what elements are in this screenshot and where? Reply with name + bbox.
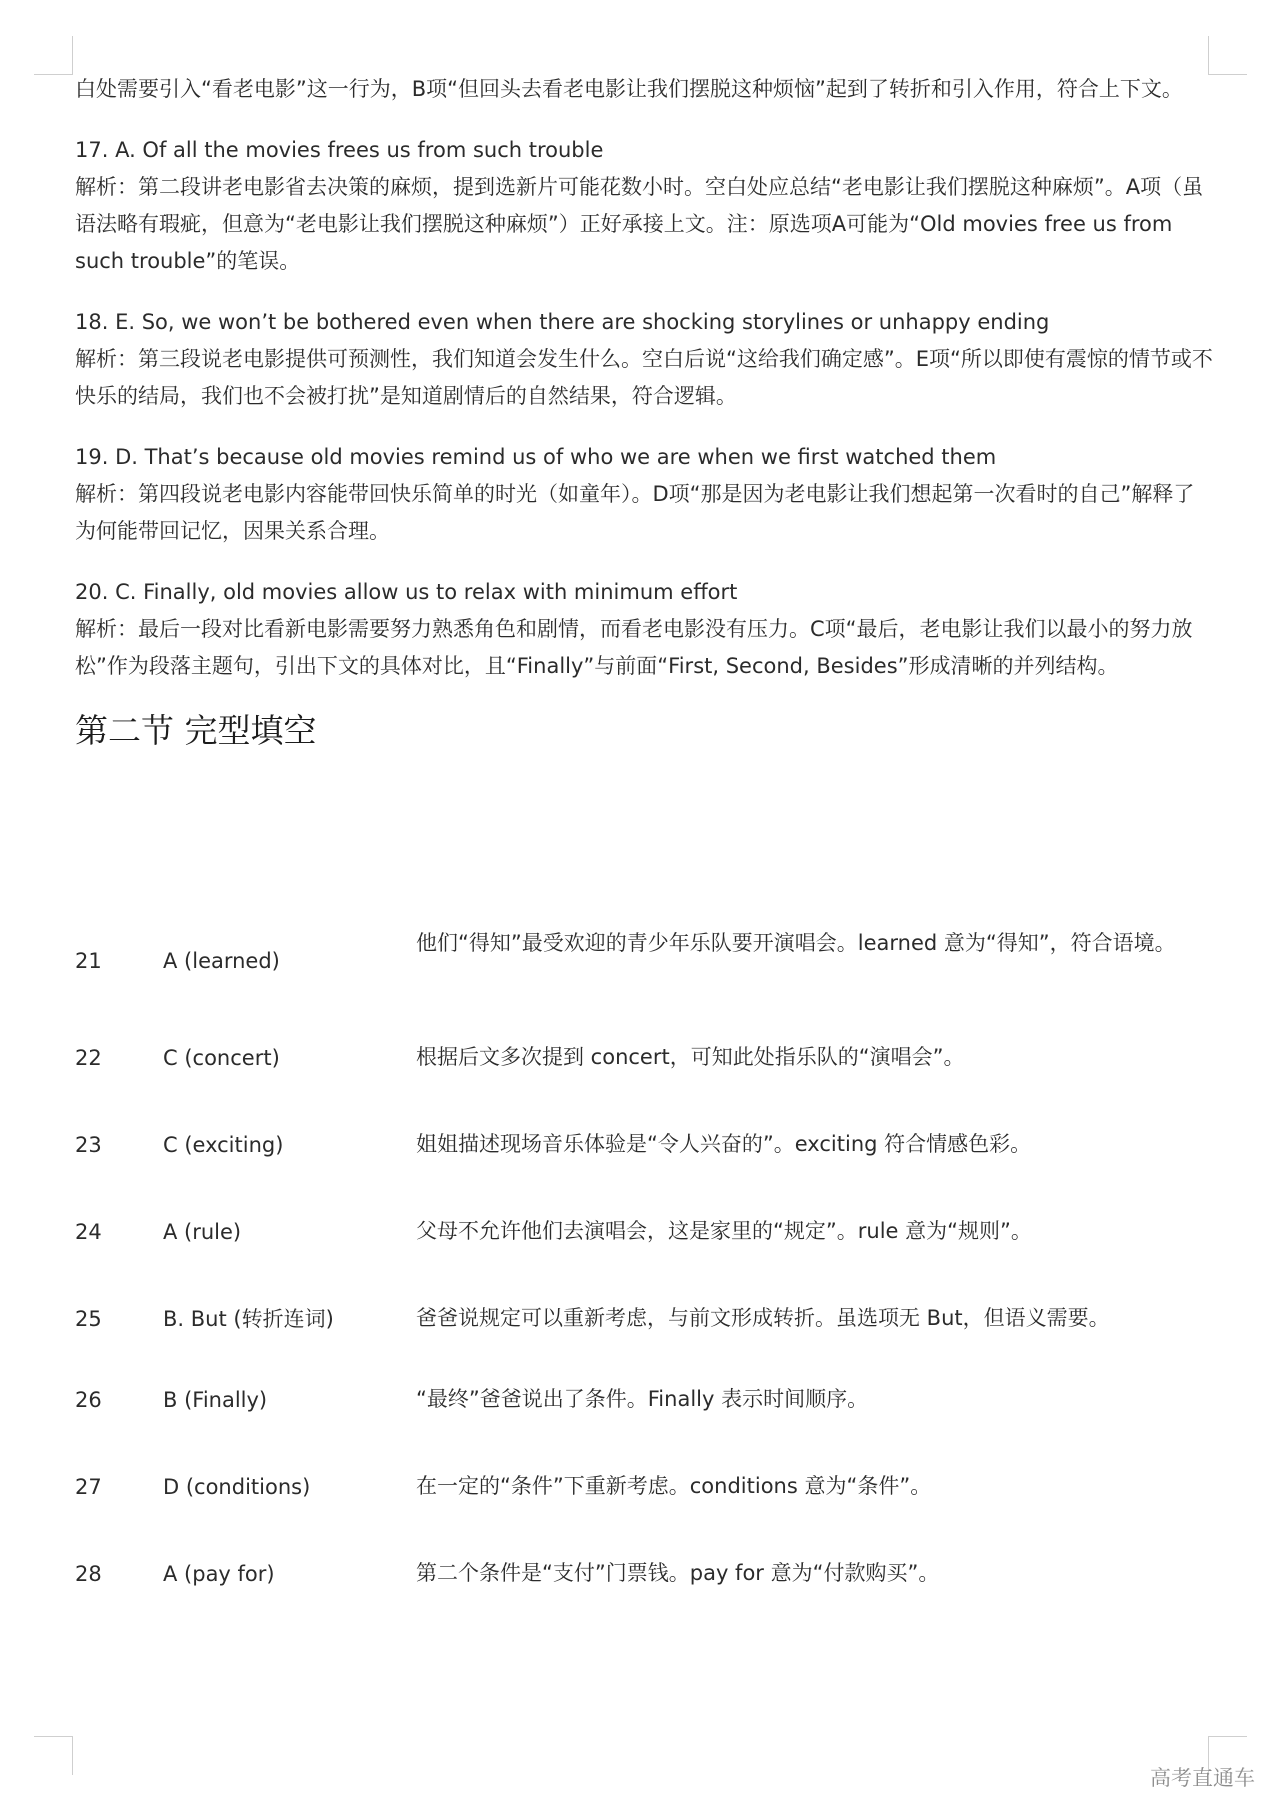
cloze-answer: B. But (转折连词)	[163, 1307, 334, 1331]
analysis-paragraph: 解析：第四段说老电影内容能带回快乐简单的时光（如童年）。D项“那是因为老电影让我们想起第一次看时的自己”解释了为何能带回记忆，因果关系合理。	[75, 482, 1195, 543]
cloze-answer: A (learned)	[163, 949, 280, 973]
cloze-explanation: “最终”爸爸说出了条件。Finally 表示时间顺序。	[416, 1387, 869, 1411]
cloze-number: 22	[75, 1046, 102, 1070]
cloze-row-28	[75, 1549, 1215, 1636]
crop-mark-top-left	[34, 36, 73, 75]
answer-line: 19. D. That’s because old movies remind us of who we are when we first watched them	[75, 445, 997, 469]
analysis-paragraph: 解析：第三段说老电影提供可预测性，我们知道会发生什么。空白后说“这给我们确定感”。E项“所以即使有震惊的情节或不快乐的结局，我们也不会被打扰”是知道剧情后的自然结果，符合逻辑。	[75, 347, 1213, 408]
cloze-number: 23	[75, 1133, 102, 1157]
cloze-number: 24	[75, 1220, 102, 1244]
answer-item-17	[75, 132, 1215, 280]
cloze-number: 25	[75, 1307, 102, 1331]
intro-paragraph: 白处需要引入“看老电影”这一行为，B项“但回头去看老电影让我们摆脱这种烦恼”起到了转折和引入作用，符合上下文。	[75, 77, 1183, 101]
cloze-number: 21	[75, 949, 102, 973]
cloze-row-24	[75, 1207, 1215, 1294]
crop-mark-top-right	[1208, 36, 1247, 75]
cloze-explanation: 在一定的“条件”下重新考虑。conditions 意为“条件”。	[416, 1474, 932, 1498]
answer-item-19	[75, 439, 1215, 550]
cloze-row-26	[75, 1375, 1215, 1462]
section-title: 第二节 完型填空	[75, 711, 317, 750]
cloze-explanation: 第二个条件是“支付”门票钱。pay for 意为“付款购买”。	[416, 1561, 940, 1585]
answer-item-20	[75, 574, 1215, 685]
cloze-explanation: 姐姐描述现场音乐体验是“令人兴奋的”。exciting 符合情感色彩。	[416, 1132, 1032, 1156]
cloze-row-22	[75, 1033, 1215, 1120]
cloze-explanation: 爸爸说规定可以重新考虑，与前文形成转折。虽选项无 But，但语义需要。	[416, 1306, 1110, 1330]
cloze-answer: D (conditions)	[163, 1475, 311, 1499]
cloze-answer: A (pay for)	[163, 1562, 275, 1586]
answer-line: 17. A. Of all the movies frees us from such trouble	[75, 138, 604, 162]
watermark-label: 高考直通车	[1150, 1766, 1255, 1790]
answer-line: 18. E. So, we won’t be bothered even when there are shocking storylines or unhappy ending	[75, 310, 1050, 334]
cloze-row-21	[75, 925, 1215, 1033]
cloze-number: 28	[75, 1562, 102, 1586]
answer-line: 20. C. Finally, old movies allow us to relax with minimum effort	[75, 580, 738, 604]
cloze-number: 26	[75, 1388, 102, 1412]
cloze-explanation: 父母不允许他们去演唱会，这是家里的“规定”。rule 意为“规则”。	[416, 1219, 1032, 1243]
cloze-answer: A (rule)	[163, 1220, 242, 1244]
cloze-answer: B (Finally)	[163, 1388, 268, 1412]
cloze-answer: C (concert)	[163, 1046, 280, 1070]
cloze-row-23	[75, 1120, 1215, 1207]
answer-item-18	[75, 304, 1215, 415]
crop-mark-bottom-left	[34, 1736, 73, 1775]
cloze-number: 27	[75, 1475, 102, 1499]
cloze-answer-table	[75, 925, 1215, 1636]
cloze-row-25	[75, 1294, 1215, 1375]
cloze-row-27	[75, 1462, 1215, 1549]
analysis-paragraph: 解析：最后一段对比看新电影需要努力熟悉角色和剧情，而看老电影没有压力。C项“最后，老电影让我们以最小的努力放松”作为段落主题句，引出下文的具体对比，且“Finally”与前面“First, Second, Besides”形成清晰的并列结构。	[75, 617, 1193, 678]
cloze-answer: C (exciting)	[163, 1133, 284, 1157]
answer-key-content	[75, 71, 1215, 753]
cloze-explanation: 他们“得知”最受欢迎的青少年乐队要开演唱会。learned 意为“得知”，符合语境。	[416, 931, 1176, 955]
analysis-paragraph: 解析：第二段讲老电影省去决策的麻烦，提到选新片可能花数小时。空白处应总结“老电影让我们摆脱这种麻烦”。A项（虽语法略有瑕疵，但意为“老电影让我们摆脱这种麻烦”）正好承接上文。注：原选项A可能为“Old movies free us from such trouble”的笔误。	[75, 175, 1204, 273]
cloze-explanation: 根据后文多次提到 concert，可知此处指乐队的“演唱会”。	[416, 1045, 965, 1069]
